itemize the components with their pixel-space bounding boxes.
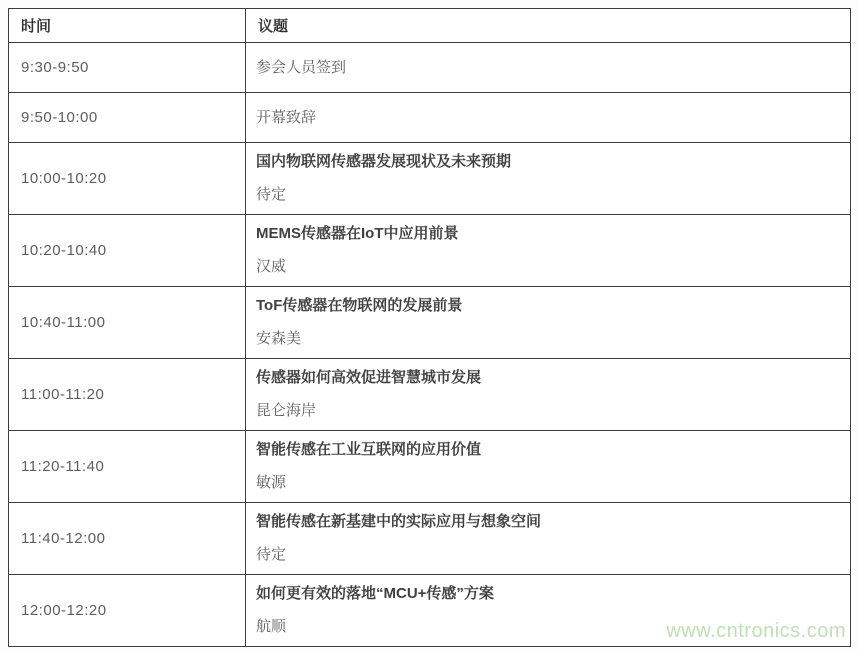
session-title: 参会人员签到 bbox=[256, 58, 347, 76]
session-title: 国内物联网传感器发展现状及未来预期 bbox=[256, 153, 512, 170]
watermark: www.cntronics.com bbox=[666, 620, 846, 642]
topic-cell bbox=[246, 431, 851, 503]
header-topic: 议题 bbox=[246, 9, 851, 43]
session-speaker: 待定 bbox=[256, 546, 287, 563]
table-row bbox=[9, 143, 851, 215]
table-row bbox=[9, 93, 851, 143]
topic-cell bbox=[246, 575, 851, 647]
session-title: 开幕致辞 bbox=[256, 108, 317, 126]
session-speaker: 航顺 bbox=[256, 618, 287, 635]
time-cell: 10:20-10:40 bbox=[9, 215, 246, 287]
time-cell: 10:40-11:00 bbox=[9, 287, 246, 359]
time-cell: 11:00-11:20 bbox=[9, 359, 246, 431]
time-cell: 9:50-10:00 bbox=[9, 93, 246, 143]
session-speaker: 昆仑海岸 bbox=[256, 402, 317, 419]
topic-cell bbox=[246, 287, 851, 359]
session-title: ToF传感器在物联网的发展前景 bbox=[256, 297, 463, 314]
session-speaker: 敏源 bbox=[256, 474, 287, 491]
topic-cell bbox=[246, 43, 851, 93]
table-row bbox=[9, 431, 851, 503]
time-cell: 12:00-12:20 bbox=[9, 575, 246, 647]
session-speaker: 待定 bbox=[256, 186, 287, 203]
topic-cell bbox=[246, 503, 851, 575]
topic-cell bbox=[246, 93, 851, 143]
agenda-table bbox=[8, 8, 851, 647]
table-row bbox=[9, 43, 851, 93]
table-header-row bbox=[9, 9, 851, 43]
table-row bbox=[9, 287, 851, 359]
session-speaker: 安森美 bbox=[256, 330, 302, 347]
topic-cell bbox=[246, 359, 851, 431]
session-title: 智能传感在工业互联网的应用价值 bbox=[256, 441, 482, 458]
table-row bbox=[9, 575, 851, 647]
topic-cell bbox=[246, 215, 851, 287]
session-speaker: 汉威 bbox=[256, 258, 287, 275]
table-row bbox=[9, 503, 851, 575]
session-title: MEMS传感器在IoT中应用前景 bbox=[256, 225, 459, 242]
time-cell: 10:00-10:20 bbox=[9, 143, 246, 215]
header-time: 时间 bbox=[9, 9, 246, 43]
time-cell: 9:30-9:50 bbox=[9, 43, 246, 93]
table-row bbox=[9, 359, 851, 431]
table-row bbox=[9, 215, 851, 287]
topic-cell bbox=[246, 143, 851, 215]
session-title: 智能传感在新基建中的实际应用与想象空间 bbox=[256, 513, 542, 530]
time-cell: 11:40-12:00 bbox=[9, 503, 246, 575]
session-title: 传感器如何高效促进智慧城市发展 bbox=[256, 369, 482, 386]
time-cell: 11:20-11:40 bbox=[9, 431, 246, 503]
session-title: 如何更有效的落地“MCU+传感”方案 bbox=[256, 585, 494, 602]
